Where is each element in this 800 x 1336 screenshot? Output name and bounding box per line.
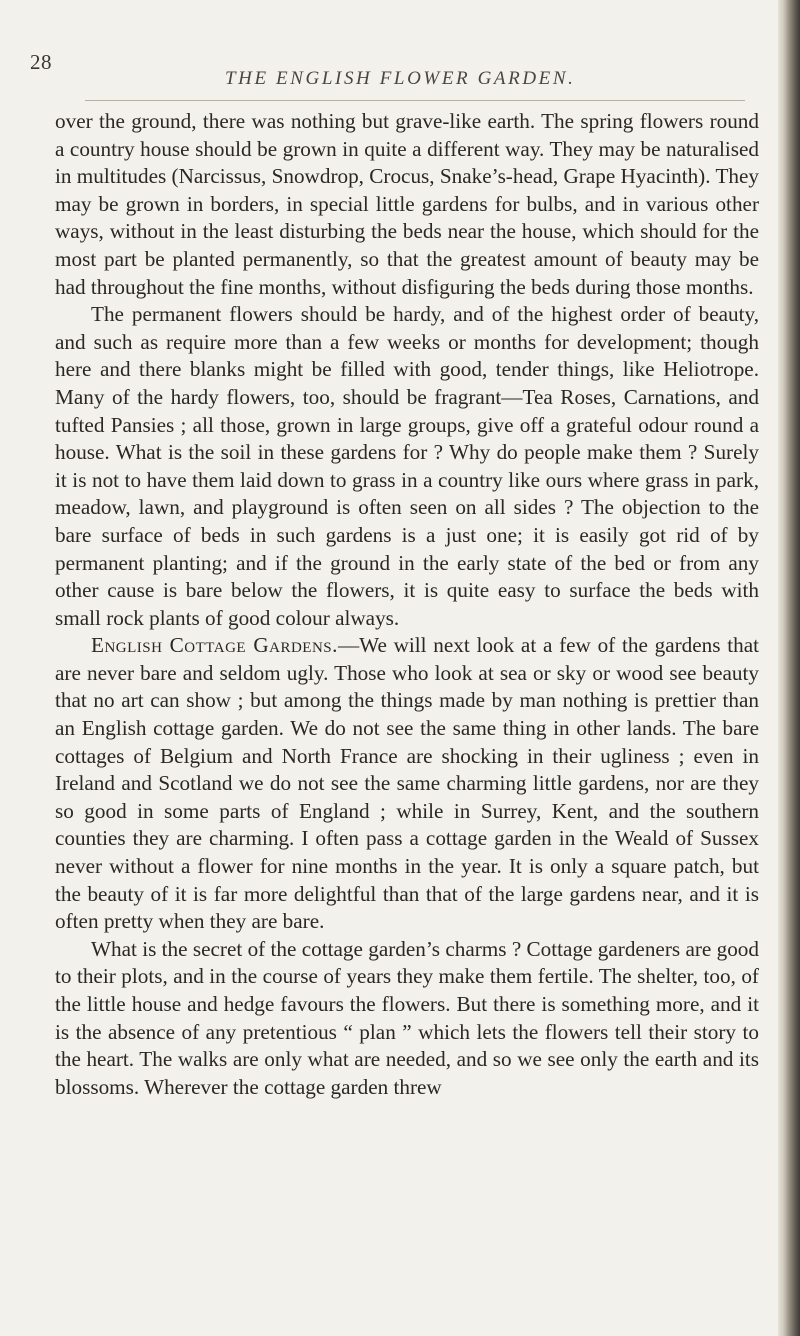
header-rule — [85, 100, 745, 101]
page-number: 28 — [30, 50, 52, 74]
paragraph-cottage-secret: What is the secret of the cottage garden’s charms ? Cottage gardeners are good to their plots, and in the course of years they make them fertile. The shelter, too, of the little house and hedge favours the flowers. But there is something more, and it is the absence of any pretentious “ plan ” which lets the flowers tell their story to the heart. The walks are only what are needed, and so we see only the earth and its blossoms. Wherever the cottage garden threw — [55, 936, 759, 1099]
running-title: THE ENGLISH FLOWER GARDEN. — [225, 68, 576, 89]
body-text — [55, 108, 759, 1101]
section-heading: English Cottage Gardens. — [91, 633, 338, 658]
page-edge-shadow — [778, 0, 800, 1336]
paragraph-permanent-flowers: The permanent flowers should be hardy, and of the highest order of beauty, and such as require more than a few weeks or months for development; though here and there blanks might be filled with good, tender things, like Heliotrope. Many of the hardy flowers, too, should be fragrant—Tea Roses, Carnations, and tufted Pansies ; all those, grown in large groups, give off a grateful odour round a house. What is the soil in these gardens for ? Why do people make them ? Surely it is not to have them laid down to grass in a country like ours where grass in park, meadow, lawn, and playground is often seen on all sides ? The objection to the bare surface of beds in such gardens is a just one; it is easily got rid of by permanent planting; and if the ground in the early state of the bed or from any other cause is bare below the flowers, it is quite easy to surface the beds with small rock plants of good colour always. — [55, 302, 759, 630]
section-paragraph-cottage-gardens — [55, 632, 759, 936]
paragraph-continued: over the ground, there was nothing but grave-like earth. The spring flowers round a country house should be grown in quite a different way. They may be naturalised in multitudes (Narcissus, Snowdrop, Crocus, Snake’s-head, Grape Hyacinth). They may be grown in borders, in special little gardens for bulbs, and in various other ways, without in the least disturbing the beds near the house, which should for the most part be planted permanently, so that the greatest amount of beauty may be had throughout the fine months, without disfiguring the beds during those months. — [55, 109, 759, 299]
section-text: —We will next look at a few of the gardens that are never bare and seldom ugly. Those who look at sea or sky or wood see beauty that no art can show ; but among the things made by man nothing is prettier than an English cottage garden. We do not see the same thing in other lands. The bare cottages of Belgium and North France are shocking in their ugliness ; even in Ireland and Scotland we do not see the same charming little gardens, nor are they so good in some parts of England ; while in Surrey, Kent, and the southern counties they are charming. I often pass a cottage garden in the Weald of Sussex never without a flower for nine months in the year. It is only a square patch, but the beauty of it is far more delightful than that of the large gardens near, and it is often pretty when they are bare. — [55, 633, 759, 934]
running-head — [30, 50, 770, 90]
